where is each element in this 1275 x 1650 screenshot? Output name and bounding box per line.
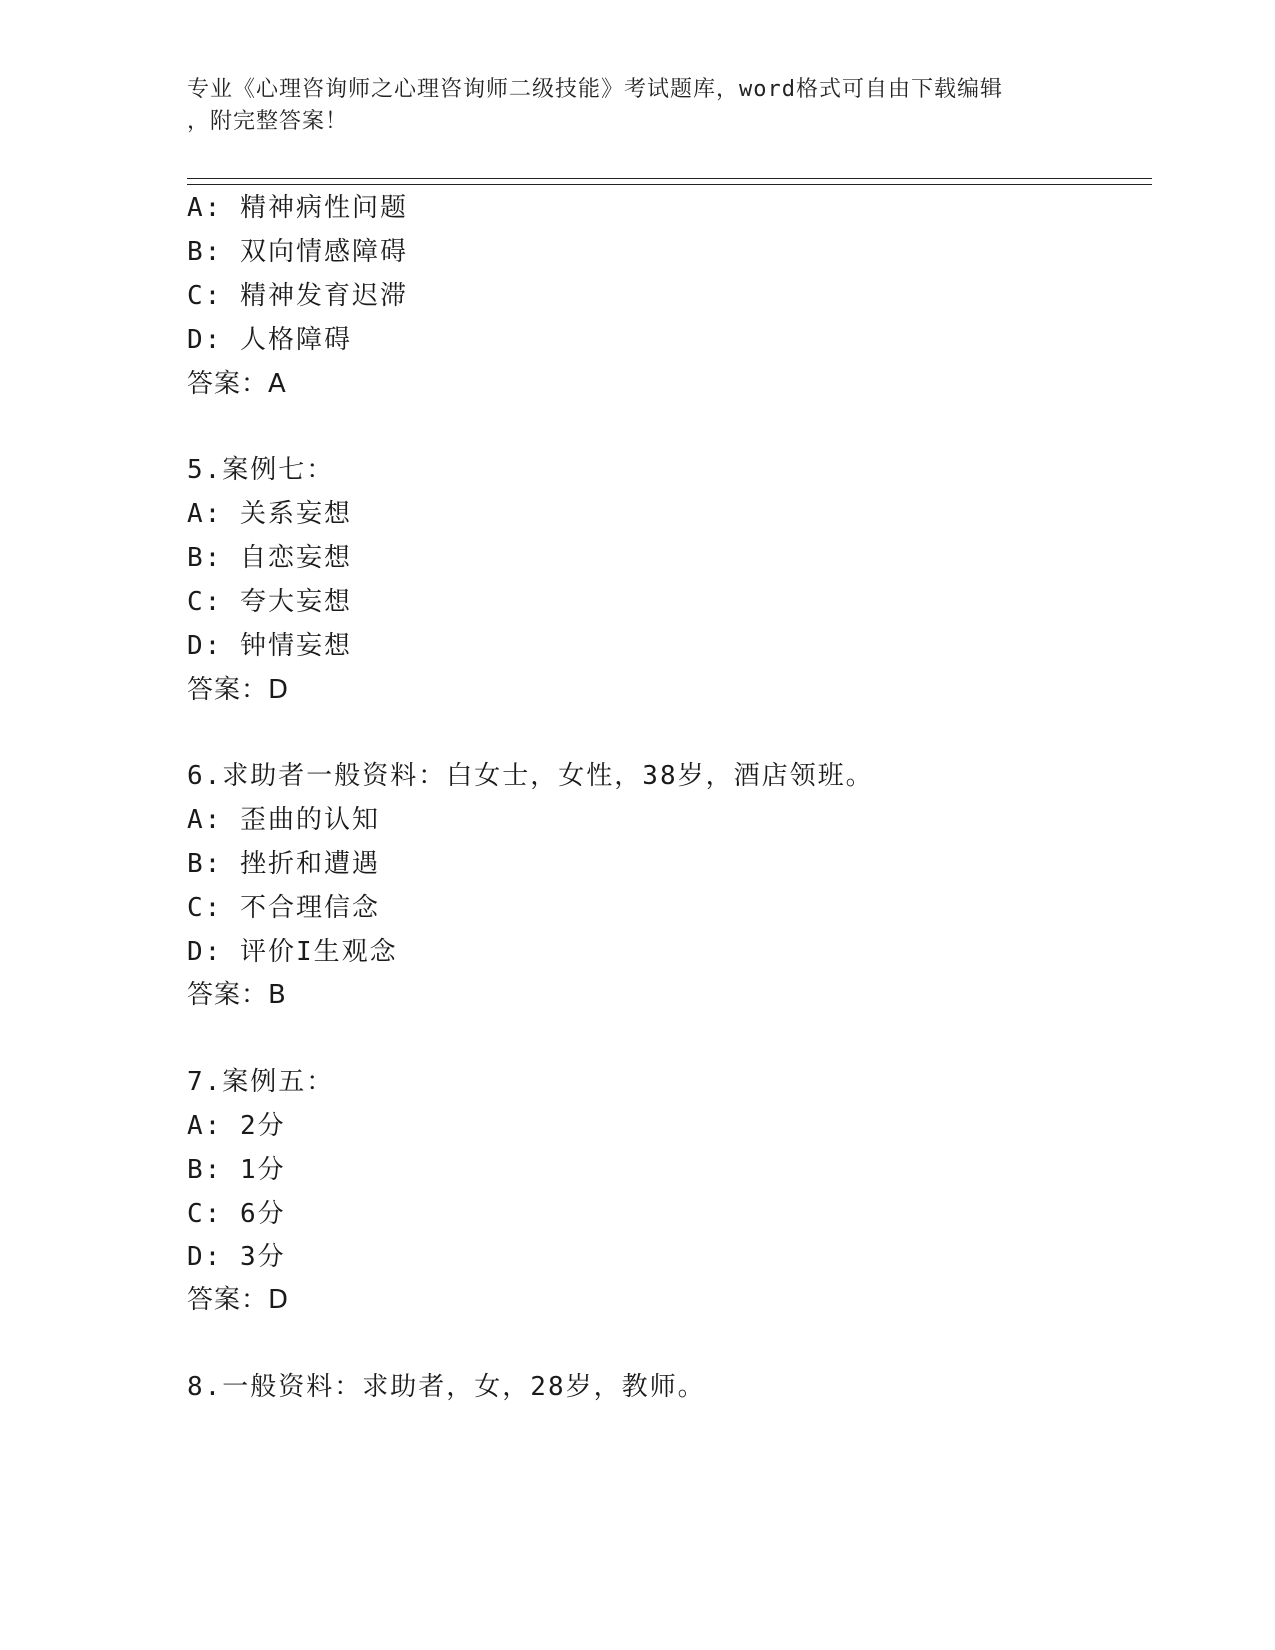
document-header [187, 74, 1087, 138]
option-a: A: 歪曲的认知 [187, 805, 380, 835]
answer-label: 答案：D [187, 1285, 290, 1315]
option-c: C: 精神发育迟滞 [187, 281, 408, 311]
option-d: D: 3分 [187, 1242, 286, 1272]
option-c: C: 夸大妄想 [187, 587, 352, 617]
option-d: D: 钟情妄想 [187, 631, 352, 661]
option-d: D: 评价I生观念 [187, 937, 398, 967]
option-b: B: 自恋妄想 [187, 543, 352, 573]
option-b: B: 1分 [187, 1155, 286, 1185]
option-b: B: 双向情感障碍 [187, 237, 408, 267]
answer-label: 答案：D [187, 675, 290, 705]
question-8: 8.一般资料：求助者，女，28岁，教师。 [187, 1372, 706, 1402]
option-d: D: 人格障碍 [187, 325, 352, 355]
answer-label: 答案：B [187, 980, 287, 1010]
option-a: A: 2分 [187, 1111, 286, 1141]
option-c: C: 不合理信念 [187, 893, 380, 923]
option-a: A: 精神病性问题 [187, 193, 408, 223]
option-b: B: 挫折和遭遇 [187, 849, 380, 879]
header-line-1: 专业《心理咨询师之心理咨询师二级技能》考试题库，word格式可自由下载编辑 [187, 77, 1003, 102]
header-divider-top [187, 178, 1152, 179]
option-c: C: 6分 [187, 1199, 286, 1229]
question-5: 5.案例七： [187, 455, 335, 485]
question-6: 6.求助者一般资料：白女士，女性，38岁，酒店领班。 [187, 761, 874, 791]
answer-label: 答案：A [187, 369, 287, 399]
question-7: 7.案例五： [187, 1067, 335, 1097]
option-a: A: 关系妄想 [187, 499, 352, 529]
header-line-2: ，附完整答案！ [187, 109, 349, 134]
header-divider-bottom [187, 184, 1152, 185]
